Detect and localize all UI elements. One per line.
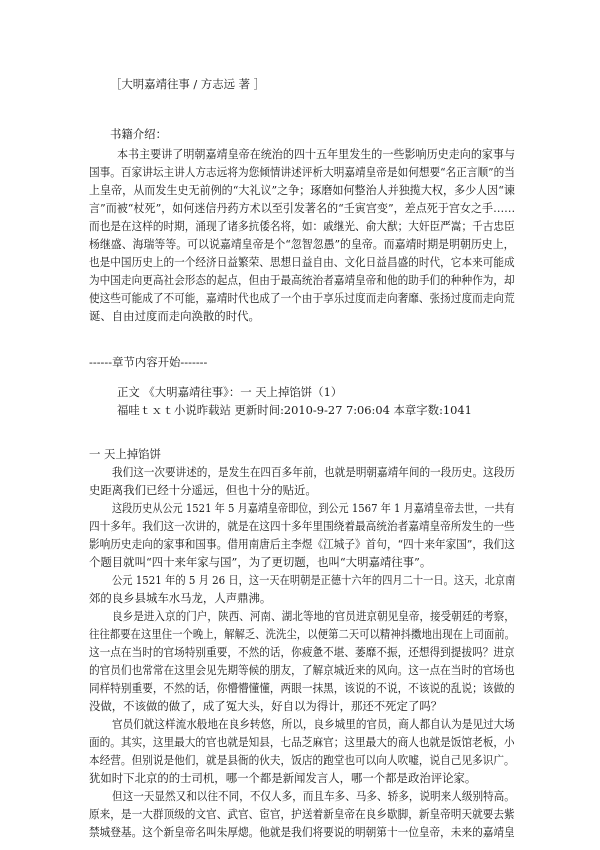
body-line: 面的。其实，这里最大的官也就是知县，七品芝麻官；这里最大的商人也就是饭馆老板，小 [89, 735, 515, 749]
intro-line: 使这些可能成了不可能，嘉靖时代也成了一个由于享乐过度而走向奢靡、张扬过度而走向荒 [89, 291, 515, 305]
body-line: 这段历史从公元 1521 年 5 月嘉靖皇帝即位，到公元 1567 年 1 月嘉靖皇帝去世，一共有 [112, 501, 515, 515]
body-line: 没做，不该做的做了，成了冤大头，好自以为得计，那还不死定了吗？ [89, 699, 443, 713]
intro-line: 本书主要讲了明朝嘉靖皇帝在统治的四十五年里发生的一些影响历史走向的家事与 [117, 147, 516, 161]
intro-line: 而也是在这样的时期，涌现了诸多抗倭名将，如：戚继光、俞大猷；大奸臣严嵩；千古忠臣 [89, 219, 515, 233]
intro-line: 上皇帝，从而发生史无前例的“大礼议”之争；琢磨如何整治人并独揽大权，多少人因“谏 [89, 183, 515, 197]
chapter-title: 正文 《大明嘉靖往事》：一 天上掉馅饼（1） [117, 385, 343, 399]
body-line: 我们这一次要讲述的，是发生在四百多年前，也就是明朝嘉靖年间的一段历史。这段历 [112, 465, 515, 479]
body-line: 犹如时下北京的的士司机，哪一个都是新闻发言人，哪一个都是政治评论家。 [89, 771, 477, 785]
intro-line: 也是中国历史上的一个经济日益繁荣、思想日益自由、文化日益昌盛的时代，它本来可能成 [89, 255, 515, 269]
body-line: 但这一天显然又和以往不同，不仅人多，而且车多、马多、轿多，说明来人级别特高。 [112, 789, 515, 803]
intro-line: 言”而被“杖死”，如何迷信丹药方术以至引发著名的“壬寅宫变”，差点死于宫女之手…… [89, 201, 516, 215]
body-line: 四十多年。我们这一次讲的，就是在这四十多年里围绕着最高统治者嘉靖皇帝所发生的一些 [89, 519, 515, 533]
body-line: 原来，是一大群顶级的文官、武官、宦官，护送着新皇帝在良乡歇脚，新皇帝明天就要去紫 [89, 807, 515, 821]
body-line: 本经营。但别说是他们，就是县衙的伙夫，饭店的跑堂也可以向人吹嘘，说自己见多识广。 [89, 753, 515, 767]
body-line: 这一点在当时的官场特别重要，不然的话，你疲惫不堪、萎靡不振，还想得到提拔吗？进京 [89, 645, 515, 659]
body-line: 禁城登基。这个新皇帝名叫朱厚熜。他就是我们将要说的明朝第十一位皇帝，未来的嘉靖皇 [89, 825, 515, 839]
body-line: 郊的良乡县城车水马龙，人声鼎沸。 [89, 591, 272, 605]
intro-line: 国事。百家讲坛主讲人方志远将为您倾情讲述评析大明嘉靖皇帝是如何想要“名正言顺”的当 [89, 165, 515, 179]
body-line: 影响历史走向的家事和国事。借用南唐后主李煜《江城子》首句，“四十来年家国”，我们这 [89, 537, 515, 551]
intro-line: 诞、自由过度而走向涣散的时代。 [89, 309, 260, 323]
body-line: 良乡是进入京的门户，陕西、河南、湖北等地的官员进京朝见皇帝，接受朝廷的考察， [112, 609, 515, 623]
body-line: 的官员们也常常在这里会见先期等候的朋友，了解京城近来的风向。这一点在当时的官场也 [89, 663, 515, 677]
body-line: 同样特别重要，不然的话，你懵懵懂懂，两眼一抹黑，该说的不说，不该说的乱说；该做的 [89, 681, 515, 695]
intro-line: 杨继盛、海瑞等等。可以说嘉靖皇帝是个“忽智忽愚”的皇帝。而嘉靖时期是明朝历史上， [89, 237, 515, 251]
body-line: 史距离我们已经十分遥远，但也十分的贴近。 [89, 483, 317, 497]
intro-line: 为中国走向更高社会形态的起点，但由于最高统治者嘉靖皇帝和他的助手们的种种作为，却 [89, 273, 515, 287]
body-line: 往往都要在这里住一个晚上，解解乏、洗洗尘，以便第二天可以精神抖擞地出现在上司面前。 [89, 627, 516, 641]
chapter-meta: 福哇ｔｘｔ小说昨载站 更新时间:2010-9-27 7:06:04 本章字数:1041 [117, 403, 472, 417]
book-title-line: ［大明嘉靖往事 / 方志远 著 ］ [110, 77, 266, 91]
chapter-heading: 一 天上掉馅饼 [89, 447, 161, 461]
chapter-start-marker: ------章节内容开始------- [89, 355, 208, 369]
body-line: 官员们就这样流水般地在良乡转悠，所以，良乡城里的官员，商人都自认为是见过大场 [112, 717, 515, 731]
body-line: 公元 1521 年的 5 月 26 日，这一天在明朝是正德十六年的四月二十一日。这天，北京南 [112, 573, 516, 587]
intro-label: 书籍介绍： [110, 127, 167, 141]
body-line: 个题目就叫“四十来年家与国”，为了更切题，也叫“大明嘉靖往事”。 [89, 555, 432, 569]
